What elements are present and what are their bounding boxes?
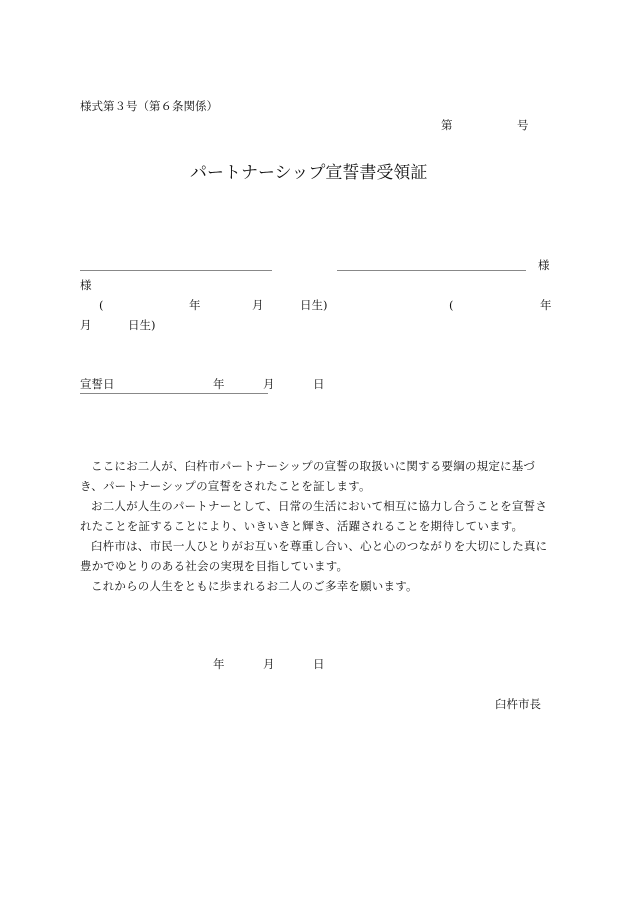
oath-date-label: 宣誓日 [80,377,115,391]
honorific-sama-right: 様 [538,258,550,272]
issuer-name: 臼杵市長 [495,697,541,711]
issue-date-month: 月 [263,657,275,671]
body-paragraph: ここにお二人が、臼杵市パートナーシップの宣誓の取扱いに関する要綱の規定に基づき、パートナーシップの宣誓をされたことを証します。 [80,459,536,493]
birth-month-label-2: 月 [80,318,92,332]
honorific-sama-wrap: 様 [80,278,92,292]
birth-month-label-1: 月 [252,298,264,312]
birth-day-label-2: 日生) [128,318,156,332]
certificate-body [80,456,556,596]
issue-date-day: 日 [313,657,325,671]
birth-open-paren-1: ( [99,298,104,312]
issue-date-year: 年 [213,657,225,671]
form-label: 様式第３号（第６条関係） [80,99,218,113]
oath-date-day: 日 [313,377,325,391]
body-paragraph: 臼杵市は、市民一人ひとりがお互いを尊重し合い、心と心のつながりを大切にした真に豊かでゆとりのある社会の実現を目指しています。 [80,539,548,573]
certificate-number-prefix: 第 [441,118,453,132]
birth-year-label-1: 年 [189,298,201,312]
certificate-number-suffix: 号 [517,118,529,132]
body-paragraph: これからの人生をともに歩まれるお二人のご多幸を願います。 [91,579,418,593]
body-paragraph: お二人が人生のパートナーとして、日常の生活において相互に協力し合うことを宣誓されたことを証することにより、いきいきと輝き、活躍されることを期待しています。 [80,499,548,533]
oath-date-underline [80,393,268,394]
birth-open-paren-2: ( [449,298,454,312]
oath-date-month: 月 [263,377,275,391]
document-title: パートナーシップ宣誓書受領証 [190,163,428,183]
oath-date-year: 年 [213,377,225,391]
partner-1-name-line [80,270,272,271]
birth-day-label-1: 日生) [300,298,328,312]
birth-year-label-2: 年 [540,298,552,312]
partner-2-name-line [337,270,526,271]
